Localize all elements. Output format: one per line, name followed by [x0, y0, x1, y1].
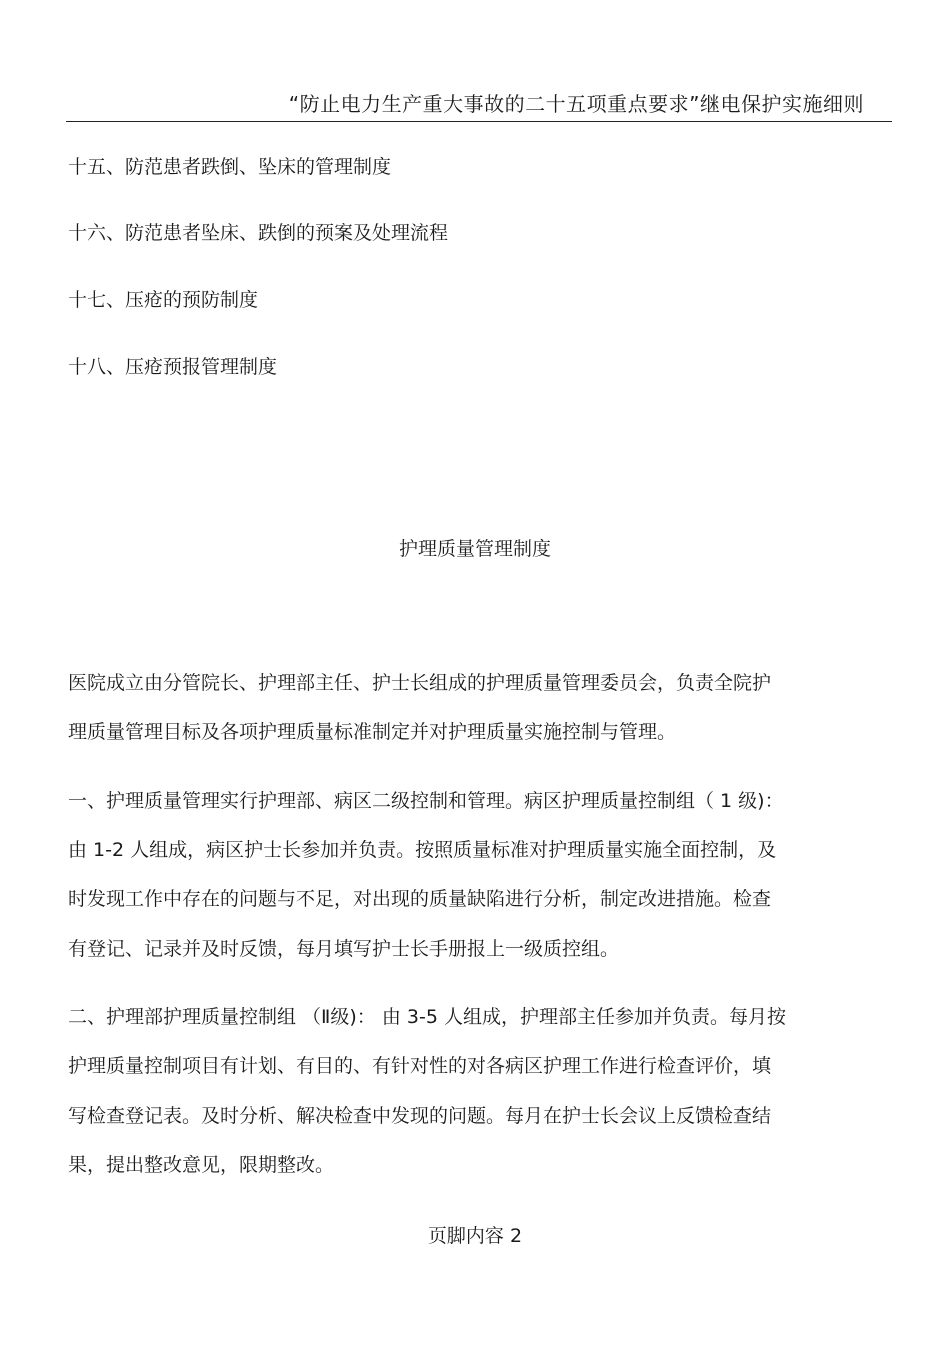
toc-item: 十八、压疮预报管理制度	[68, 356, 278, 378]
toc-item: 十五、防范患者跌倒、坠床的管理制度	[68, 156, 392, 178]
paragraph-line: 护理质量控制项目有计划、有目的、有针对性的对各病区护理工作进行检查评价，填	[68, 1055, 772, 1077]
paragraph-line: 有登记、记录并及时反馈，每月填写护士长手册报上一级质控组。	[68, 938, 620, 960]
paragraph-line: 二、护理部护理质量控制组 （Ⅱ级)： 由 3-5 人组成，护理部主任参加并负责。每月按	[68, 1006, 786, 1028]
paragraph-line: 理质量管理目标及各项护理质量标准制定并对护理质量实施控制与管理。	[68, 721, 677, 743]
toc-item: 十六、防范患者坠床、跌倒的预案及处理流程	[68, 222, 449, 244]
paragraph-line: 时发现工作中存在的问题与不足，对出现的质量缺陷进行分析，制定改进措施。检查	[68, 888, 772, 910]
running-header-title: “防止电力生产重大事故的二十五项重点要求”继电保护实施细则	[288, 92, 864, 116]
toc-item: 十七、压疮的预防制度	[68, 289, 259, 311]
paragraph-line: 果，提出整改意见，限期整改。	[68, 1154, 335, 1176]
paragraph-line: 一、护理质量管理实行护理部、病区二级控制和管理。病区护理质量控制组（ 1 级)：	[68, 790, 784, 812]
paragraph-line: 医院成立由分管院长、护理部主任、护士长组成的护理质量管理委员会，负责全院护	[68, 672, 772, 694]
paragraph-line: 写检查登记表。及时分析、解决检查中发现的问题。每月在护士长会议上反馈检查结	[68, 1105, 772, 1127]
section-title: 护理质量管理制度	[398, 538, 551, 560]
page-footer: 页脚内容 2	[427, 1225, 523, 1247]
paragraph-line: 由 1-2 人组成，病区护士长参加并负责。按照质量标准对护理质量实施全面控制，及	[68, 839, 777, 861]
header-divider	[66, 121, 892, 122]
